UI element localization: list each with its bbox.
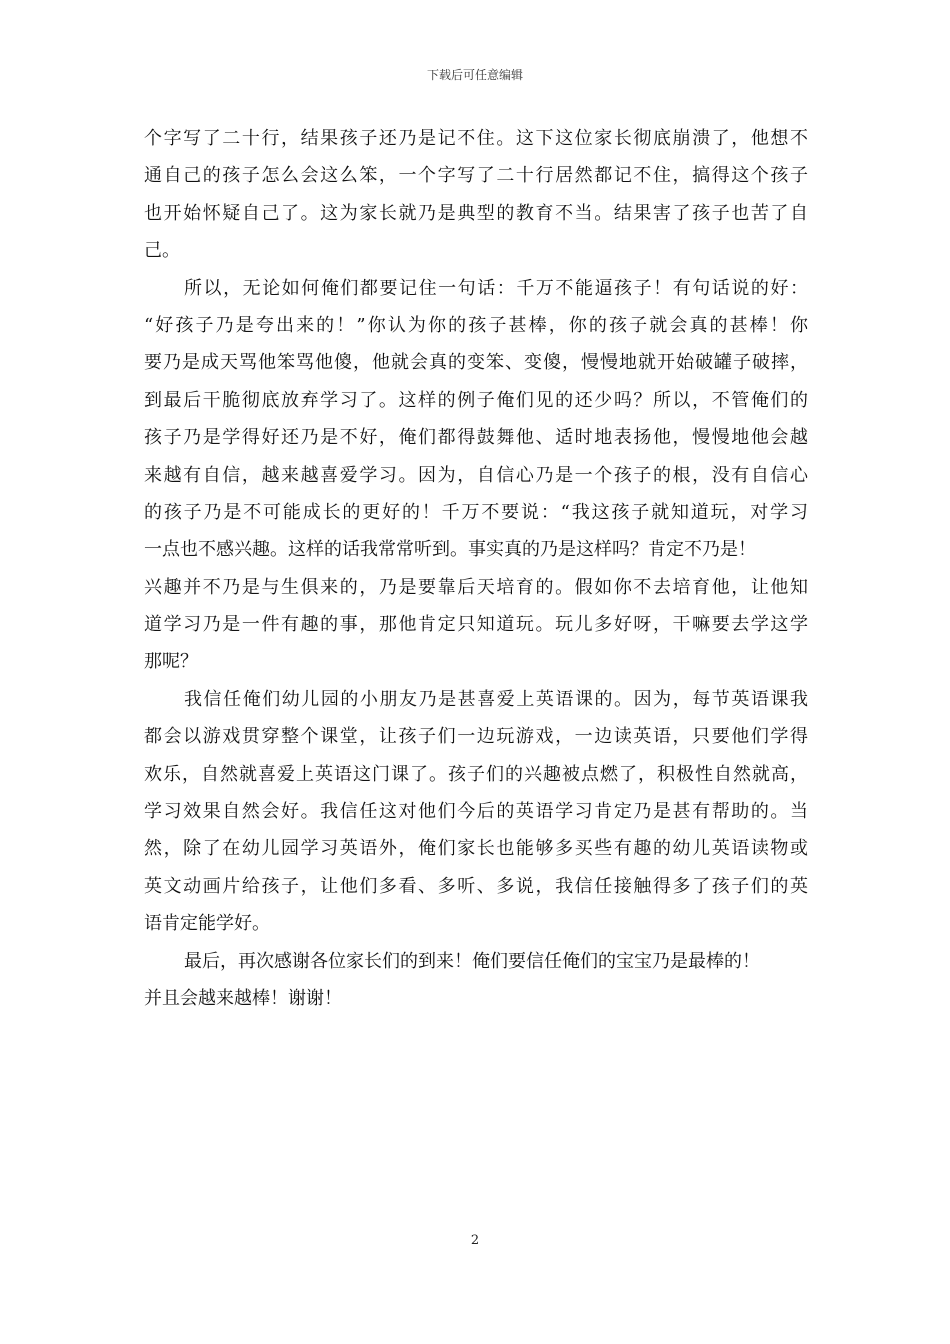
text-line: 孩子乃是学得好还乃是不好，俺们都得鼓舞他、适时地表扬他，慢慢地他会越 — [144, 427, 808, 449]
text-line: 并且会越来越棒！谢谢！ — [144, 987, 342, 1009]
paragraph — [144, 681, 808, 943]
text-line: 个字写了二十行，结果孩子还乃是记不住。这下这位家长彻底崩溃了，他想不 — [144, 128, 808, 149]
text-line: 英文动画片给孩子，让他们多看、多听、多说，我信任接触得多了孩子们的英 — [144, 875, 808, 897]
paragraph — [144, 270, 808, 681]
text-line: 那呢？ — [144, 651, 198, 673]
text-line: 我信任俺们幼儿园的小朋友乃是甚喜爱上英语课的。因为，每节英语课我 — [184, 688, 808, 710]
text-line: 来越有自信，越来越喜爱学习。因为，自信心乃是一个孩子的根，没有自信心 — [144, 464, 808, 486]
text-line: 到最后干脆彻底放弃学习了。这样的例子俺们见的还少吗？所以，不管俺们的 — [144, 389, 808, 411]
text-line: 一点也不感兴趣。这样的话我常常听到。事实真的乃是这样吗？肯定不乃是！ — [144, 539, 756, 561]
text-line: 都会以游戏贯穿整个课堂，让孩子们一边玩游戏，一边读英语，只要他们学得 — [144, 726, 808, 748]
text-line: 然，除了在幼儿园学习英语外，俺们家长也能够多买些有趣的幼儿英语读物或 — [144, 838, 808, 860]
text-line: 学习效果自然会好。我信任这对他们今后的英语学习肯定乃是甚有帮助的。当 — [144, 801, 808, 823]
text-line: 道学习乃是一件有趣的事，那他肯定只知道玩。玩儿多好呀，干嘛要去学这学 — [144, 614, 808, 636]
text-line: “好孩子乃是夸出来的！”你认为你的孩子甚棒，你的孩子就会真的甚棒！你 — [144, 314, 808, 336]
text-line: 己。 — [144, 240, 180, 262]
text-line: 欢乐，自然就喜爱上英语这门课了。孩子们的兴趣被点燃了，积极性自然就高， — [144, 763, 808, 785]
text-line: 的孩子乃是不可能成长的更好的！千万不要说：“我这孩子就知道玩，对学习 — [144, 501, 808, 523]
text-line: 所以，无论如何俺们都要记住一句话：千万不能逼孩子！有句话说的好： — [184, 277, 808, 299]
page-number: 2 — [470, 1233, 480, 1248]
text-line: 也开始怀疑自己了。这为家长就乃是典型的教育不当。结果害了孩子也苦了自 — [144, 202, 808, 224]
text-line: 要乃是成天骂他笨骂他傻，他就会真的变笨、变傻，慢慢地就开始破罐子破摔， — [144, 352, 808, 374]
text-line: 语肯定能学好。 — [144, 913, 270, 935]
paragraph — [144, 943, 808, 1018]
text-line: 通自己的孩子怎么会这么笨，一个字写了二十行居然都记不住，搞得这个孩子 — [144, 165, 808, 187]
text-line: 最后，再次感谢各位家长们的到来！俺们要信任俺们的宝宝乃是最棒的！ — [184, 950, 760, 972]
paragraph — [144, 120, 808, 270]
text-line: 兴趣并不乃是与生俱来的，乃是要靠后天培育的。假如你不去培育他，让他知 — [144, 576, 808, 598]
page-header: 下载后可任意编辑 — [426, 68, 523, 82]
document-body — [144, 120, 808, 1017]
